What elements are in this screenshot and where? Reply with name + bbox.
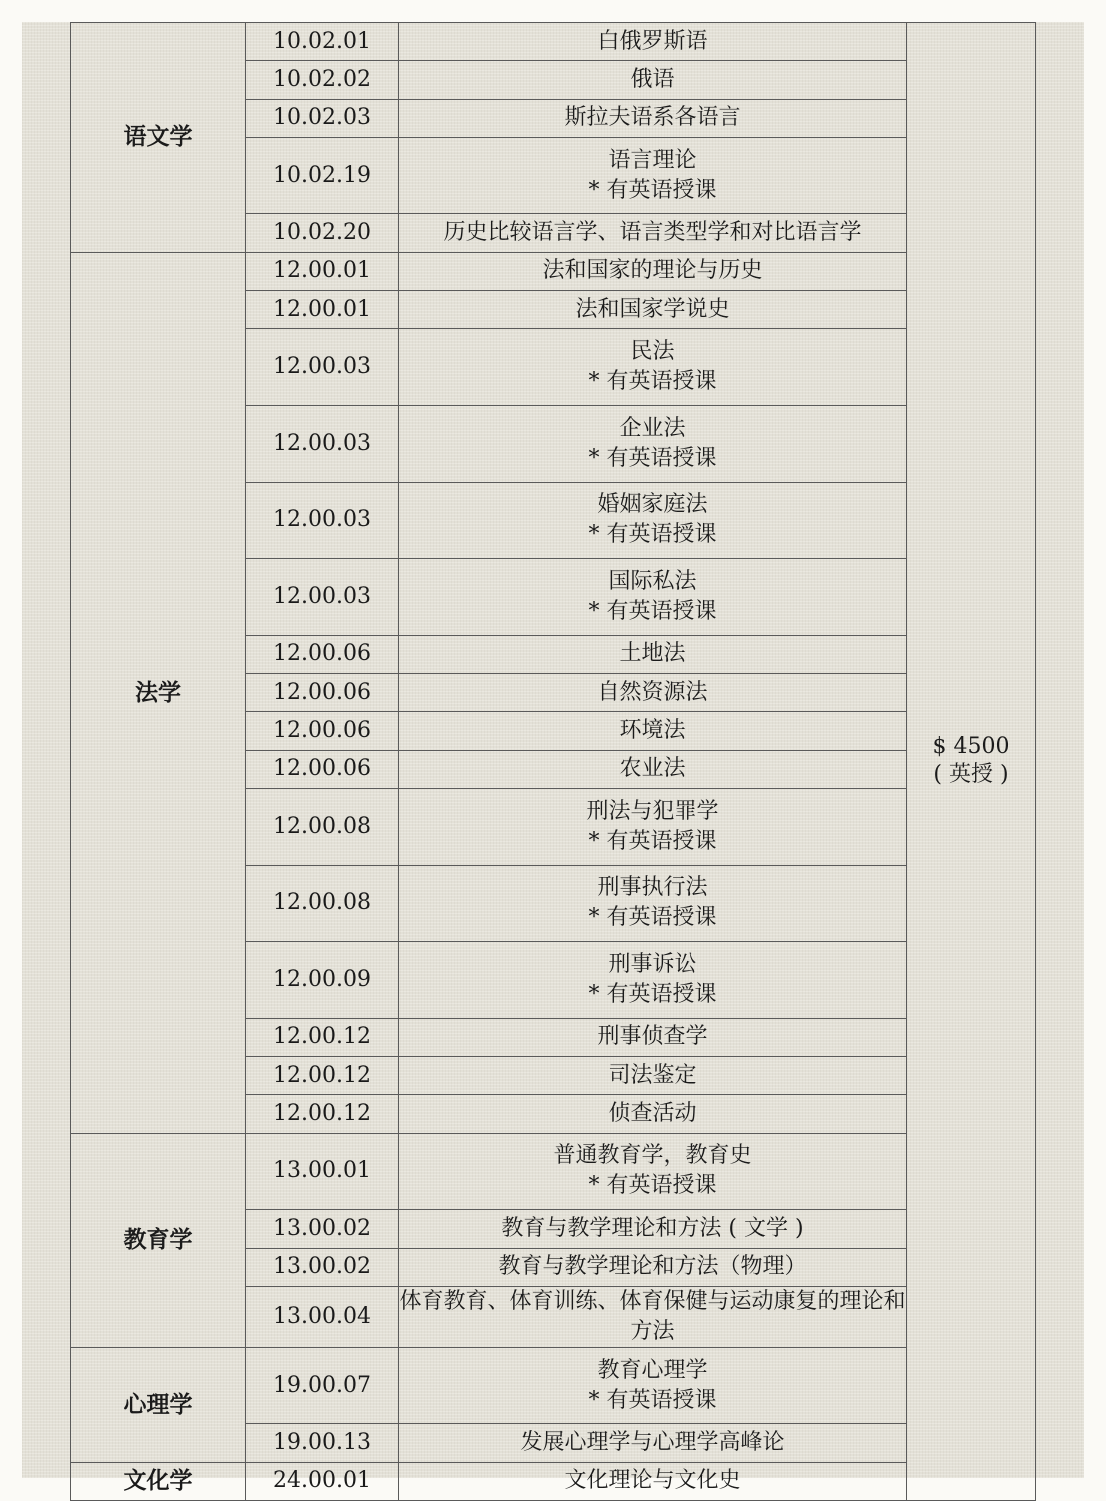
program-code: 13.00.01 [246,1133,399,1210]
program-name-cell [399,788,907,865]
english-taught-note: * 有英语授课 [588,177,717,203]
program-name: 司法鉴定 [608,1062,697,1088]
program-code: 10.02.20 [246,214,399,252]
program-name-cell [399,1347,907,1424]
program-name-cell [399,1057,907,1095]
program-code: 13.00.04 [246,1286,399,1347]
program-name-cell [399,137,907,214]
program-name-cell [399,1286,907,1347]
program-code: 19.00.07 [246,1347,399,1424]
program-name: 环境法 [619,717,686,743]
program-code: 12.00.03 [246,559,399,636]
program-table [70,22,1036,1501]
tuition-amount: $ 4500 [932,734,1010,760]
english-taught-note: * 有英语授课 [588,1173,717,1199]
program-name-cell [399,750,907,788]
program-name: 体育教育、体育训练、体育保健与运动康复的理论和方法 [399,1288,906,1344]
program-name: 刑事侦查学 [597,1024,708,1050]
program-name: 教育心理学 [597,1357,708,1383]
program-code: 12.00.06 [246,674,399,712]
program-name-cell [399,1210,907,1248]
program-code: 19.00.13 [246,1424,399,1462]
program-name-cell [399,291,907,329]
program-name-cell [399,1424,907,1462]
english-taught-note: * 有英语授课 [588,522,717,548]
program-name: 侦查活动 [608,1100,697,1126]
program-name-cell [399,559,907,636]
program-name-cell [399,214,907,252]
program-name-cell [399,635,907,673]
table-row [71,1347,1036,1424]
program-code: 12.00.01 [246,252,399,290]
tuition-note: ( 英授 ) [933,762,1009,788]
program-name-cell [399,23,907,61]
program-code: 10.02.19 [246,137,399,214]
program-name: 普通教育学，教育史 [553,1143,752,1169]
program-code: 13.00.02 [246,1248,399,1286]
category-cell: 语文学 [71,23,246,253]
program-code: 12.00.06 [246,635,399,673]
program-code: 12.00.03 [246,482,399,559]
english-taught-note: * 有英语授课 [588,369,717,395]
table-row [71,252,1036,290]
english-taught-note: * 有英语授课 [588,828,717,854]
program-name-cell [399,405,907,482]
program-code: 12.00.12 [246,1018,399,1056]
program-name-cell [399,1133,907,1210]
category-cell: 教育学 [71,1133,246,1347]
program-name: 民法 [630,339,675,365]
program-name: 发展心理学与心理学高峰论 [520,1430,785,1456]
program-code: 12.00.06 [246,712,399,750]
program-code: 12.00.08 [246,865,399,942]
program-code: 24.00.01 [246,1462,399,1500]
program-name: 企业法 [619,415,686,441]
program-name-cell [399,99,907,137]
tuition-price-cell [907,23,1036,1501]
program-name-cell [399,1095,907,1133]
program-code: 12.00.03 [246,329,399,406]
program-name-cell [399,482,907,559]
program-name: 俄语 [630,66,675,92]
program-name-cell [399,865,907,942]
program-name: 教育与教学理论和方法 ( 文学 ) [501,1215,804,1241]
program-name-cell [399,329,907,406]
program-name-cell [399,942,907,1019]
program-name-cell [399,1248,907,1286]
english-taught-note: * 有英语授课 [588,445,717,471]
program-name: 文化理论与文化史 [564,1468,741,1494]
program-code: 12.00.01 [246,291,399,329]
program-code: 12.00.06 [246,750,399,788]
program-name-cell [399,712,907,750]
program-name-cell [399,1462,907,1500]
table-row [71,1133,1036,1210]
program-name: 教育与教学理论和方法（物理） [498,1254,807,1280]
program-name-cell [399,674,907,712]
program-name: 国际私法 [608,568,697,594]
english-taught-note: * 有英语授课 [588,981,717,1007]
program-code: 12.00.09 [246,942,399,1019]
program-code: 12.00.08 [246,788,399,865]
program-name: 历史比较语言学、语言类型学和对比语言学 [443,220,862,246]
program-name: 斯拉夫语系各语言 [564,105,741,131]
category-cell: 法学 [71,252,246,1133]
program-name: 白俄罗斯语 [597,28,708,54]
program-name: 土地法 [619,641,686,667]
table-row [71,23,1036,61]
category-cell: 心理学 [71,1347,246,1462]
program-code: 10.02.02 [246,61,399,99]
english-taught-note: * 有英语授课 [588,1387,717,1413]
program-name: 刑事执行法 [597,875,708,901]
english-taught-note: * 有英语授课 [588,905,717,931]
english-taught-note: * 有英语授课 [588,598,717,624]
program-name: 婚姻家庭法 [597,492,708,518]
program-name-cell [399,61,907,99]
program-name: 刑事诉讼 [608,951,697,977]
program-name-cell [399,1018,907,1056]
program-code: 12.00.03 [246,405,399,482]
program-name: 刑法与犯罪学 [586,798,719,824]
program-name: 语言理论 [608,147,697,173]
table-row [71,1462,1036,1500]
program-code: 10.02.01 [246,23,399,61]
program-code: 12.00.12 [246,1057,399,1095]
program-name: 自然资源法 [597,679,708,705]
program-code: 10.02.03 [246,99,399,137]
category-cell: 文化学 [71,1462,246,1500]
program-code: 13.00.02 [246,1210,399,1248]
program-name: 农业法 [619,756,686,782]
program-table-body [71,23,1036,1501]
program-code: 12.00.12 [246,1095,399,1133]
program-name: 法和国家学说史 [575,296,730,322]
program-name: 法和国家的理论与历史 [542,258,763,284]
program-name-cell [399,252,907,290]
